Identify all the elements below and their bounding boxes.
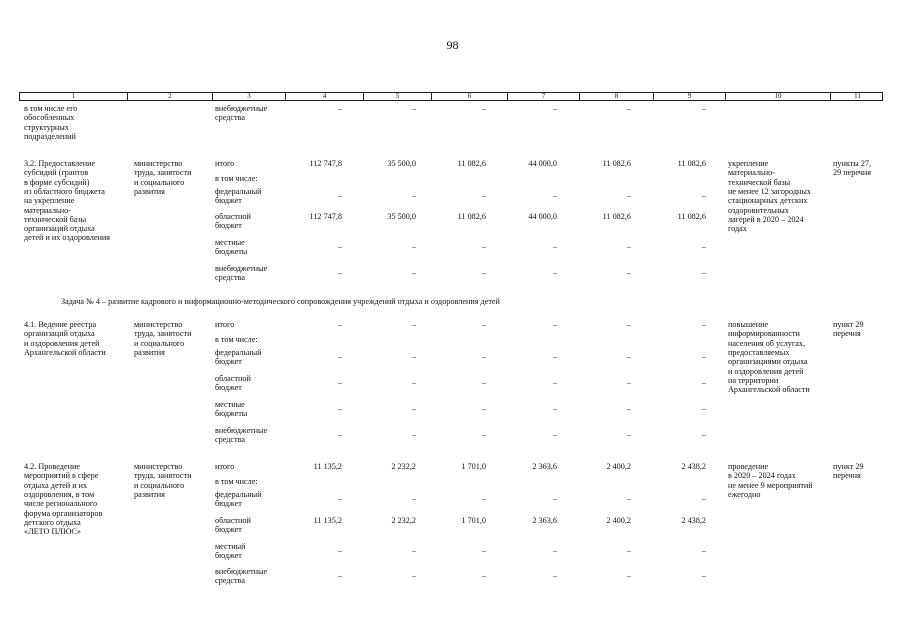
reference-line: 29 перечня xyxy=(833,168,872,178)
activity-name-line: материально- xyxy=(24,205,71,215)
amount-cell: – xyxy=(701,191,706,200)
funding-source-label: федеральный xyxy=(215,348,262,357)
amount-cell: – xyxy=(552,191,557,200)
header-col-1: 1 xyxy=(20,93,128,100)
reference-line: пункт 29 xyxy=(833,320,864,329)
result-line: проведение xyxy=(728,462,769,471)
amount-cell: – xyxy=(411,378,416,387)
funding-source-label: бюджеты xyxy=(215,247,248,257)
activity-name-line: Архангельской области xyxy=(24,347,106,357)
funding-source-label: областной xyxy=(215,212,251,221)
amount-cell: 2 363,6 xyxy=(532,462,557,471)
amount-cell: – xyxy=(411,268,416,277)
amount-cell: – xyxy=(337,571,342,580)
funding-source-label: бюджеты xyxy=(215,409,248,419)
amount-cell: – xyxy=(337,191,342,200)
activity-name-line: «ЛЕТО ПЛЮС» xyxy=(24,527,81,537)
header-col-5: 5 xyxy=(364,93,432,100)
task-4-heading: Задача № 4 – развитие кадрового и информационно-методического сопровождения учреждений отдыха и оздоровления детей xyxy=(61,297,500,306)
amount-cell: – xyxy=(701,242,706,251)
amount-cell: – xyxy=(552,378,557,387)
funding-source-label: в том числе: xyxy=(215,174,258,183)
funding-source-label: местные xyxy=(215,400,245,409)
activity-name-line: детского отдыха xyxy=(24,517,81,527)
activity-name-line: подразделений xyxy=(24,131,76,141)
amount-cell: – xyxy=(626,104,631,113)
result-line: ежегодно xyxy=(728,489,761,499)
amount-cell: – xyxy=(481,104,486,113)
funding-source-line: внебюджетные xyxy=(215,104,268,113)
funding-source-label: средства xyxy=(215,576,246,586)
amount-cell: – xyxy=(626,430,631,439)
amount-cell: – xyxy=(552,268,557,277)
executor-line: и социального xyxy=(134,338,185,348)
amount-cell: – xyxy=(337,546,342,555)
executor-line: министерство xyxy=(134,320,183,329)
amount-cell: 11 082,6 xyxy=(457,212,486,221)
funding-source-label: внебюджетные xyxy=(215,426,268,435)
result-line: в 2020 – 2024 годах xyxy=(728,471,796,481)
activity-name-line: в том числе его xyxy=(24,104,78,113)
amount-cell: – xyxy=(411,242,416,251)
amount-cell: – xyxy=(481,352,486,361)
activity-name-line: 4.2. Проведение xyxy=(24,462,80,471)
funding-source-label: внебюджетные xyxy=(215,264,268,273)
funding-source-label: местный xyxy=(215,542,246,551)
amount-cell: – xyxy=(552,494,557,503)
funding-source-label: бюджет xyxy=(215,221,242,231)
amount-cell: – xyxy=(626,242,631,251)
amount-cell: – xyxy=(337,352,342,361)
funding-source-label: средства xyxy=(215,273,246,283)
amount-cell: 11 082,6 xyxy=(457,159,486,168)
amount-cell: – xyxy=(481,378,486,387)
amount-cell: – xyxy=(701,104,706,113)
activity-name-line: и оздоровления детей xyxy=(24,338,100,348)
amount-cell: 11 135,2 xyxy=(313,516,342,525)
amount-cell: – xyxy=(552,242,557,251)
amount-cell: – xyxy=(481,571,486,580)
header-col-11: 11 xyxy=(854,92,861,100)
result-line: организациями отдыха xyxy=(728,357,808,367)
amount-cell: – xyxy=(626,494,631,503)
amount-cell: – xyxy=(337,430,342,439)
activity-name-line: обособленных xyxy=(24,113,75,123)
amount-cell: – xyxy=(411,352,416,361)
amount-cell: – xyxy=(626,404,631,413)
amount-cell: – xyxy=(411,430,416,439)
amount-cell: – xyxy=(701,494,706,503)
amount-cell: – xyxy=(411,320,416,329)
header-col-7: 7 xyxy=(508,93,580,100)
activity-name-line: мероприятий в сфере xyxy=(24,471,99,481)
activity-name-line: детей и их оздоровления xyxy=(24,233,111,243)
amount-cell: 1 701,0 xyxy=(461,516,486,525)
amount-cell: – xyxy=(552,320,557,329)
amount-cell: 1 701,0 xyxy=(461,462,486,471)
amount-cell: – xyxy=(337,268,342,277)
header-col-6: 6 xyxy=(432,93,508,100)
funding-source-label: областной xyxy=(215,516,251,525)
result-line: укрепление xyxy=(728,159,769,168)
amount-cell: 2 438,2 xyxy=(681,516,706,525)
executor-line: развития xyxy=(134,186,165,196)
executor-line: и социального xyxy=(134,177,185,187)
funding-source-label: бюджет xyxy=(215,196,242,206)
activity-name-line: 4.1. Ведение реестра xyxy=(24,320,97,329)
result-line: не менее 9 мероприятий xyxy=(728,480,813,490)
amount-cell: – xyxy=(411,494,416,503)
activity-name-line: на укрепление xyxy=(24,196,75,206)
header-col-4: 4 xyxy=(286,93,364,100)
reference-line: перечня xyxy=(833,329,861,339)
activity-name-line: форума организаторов xyxy=(24,508,103,518)
result-line: годах xyxy=(728,224,747,234)
amount-cell: 11 082,6 xyxy=(602,159,631,168)
activity-name-line: числе регионального xyxy=(24,499,98,509)
executor-line: труда, занятости xyxy=(134,168,192,178)
amount-cell: – xyxy=(701,404,706,413)
funding-source-label: бюджет xyxy=(215,383,242,393)
amount-cell: 2 232,2 xyxy=(391,516,416,525)
result-line: материально- xyxy=(728,168,775,178)
result-line: повышение xyxy=(728,320,769,329)
amount-cell: – xyxy=(481,430,486,439)
amount-cell: – xyxy=(552,430,557,439)
activity-name-line: технической базы xyxy=(24,214,87,224)
result-line: лагерей в 2020 – 2024 xyxy=(728,214,804,224)
result-line: стационарных детских xyxy=(728,196,808,206)
activity-name-line: из областного бюджета xyxy=(24,186,105,196)
activity-name-line: отдыха детей и их xyxy=(24,480,88,490)
header-col-3: 3 xyxy=(213,93,286,100)
amount-cell: 11 082,6 xyxy=(677,212,706,221)
activity-name-line: организаций отдыха xyxy=(24,329,95,339)
activity-name-line: в форме субсидий) xyxy=(24,177,90,187)
reference-line: пункты 27, xyxy=(833,159,872,168)
amount-cell: – xyxy=(481,320,486,329)
amount-cell: – xyxy=(626,378,631,387)
amount-cell: – xyxy=(552,352,557,361)
funding-source-label: в том числе: xyxy=(215,477,258,486)
funding-source-label: бюджет xyxy=(215,551,242,561)
result-line: на территории xyxy=(728,375,779,385)
executor-line: труда, занятости xyxy=(134,329,192,339)
result-line: оздоровительных xyxy=(728,205,789,215)
amount-cell: – xyxy=(701,268,706,277)
reference-line: перечня xyxy=(833,471,861,481)
header-col-2: 2 xyxy=(128,93,213,100)
result-line: и оздоровления детей xyxy=(728,366,804,376)
amount-cell: – xyxy=(411,104,416,113)
funding-source-label: в том числе: xyxy=(215,335,258,344)
amount-cell: – xyxy=(701,352,706,361)
funding-source-label: средства xyxy=(215,435,246,445)
funding-source-label: итого xyxy=(215,320,235,329)
amount-cell: – xyxy=(626,320,631,329)
executor-line: министерство xyxy=(134,462,183,471)
amount-cell: – xyxy=(552,571,557,580)
funding-source-label: бюджет xyxy=(215,357,242,367)
amount-cell: – xyxy=(552,404,557,413)
funding-source-label: внебюджетные xyxy=(215,567,268,576)
amount-cell: 35 500,0 xyxy=(387,159,416,168)
amount-cell: 11 082,6 xyxy=(602,212,631,221)
amount-cell: – xyxy=(701,571,706,580)
amount-cell: – xyxy=(337,104,342,113)
result-line: предоставляемых xyxy=(728,347,790,357)
amount-cell: 11 135,2 xyxy=(313,462,342,471)
amount-cell: – xyxy=(626,571,631,580)
activity-name-line: структурных xyxy=(24,122,69,132)
amount-cell: 35 500,0 xyxy=(387,212,416,221)
funding-source-label: бюджет xyxy=(215,499,242,509)
amount-cell: 11 082,6 xyxy=(677,159,706,168)
funding-source-label: областной xyxy=(215,374,251,383)
amount-cell: – xyxy=(626,191,631,200)
result-line: не менее 12 загородных xyxy=(728,186,812,196)
amount-cell: – xyxy=(337,404,342,413)
funding-source-label: федеральный xyxy=(215,490,262,499)
amount-cell: – xyxy=(481,191,486,200)
activity-name-line: субсидий (грантов xyxy=(24,168,89,178)
header-col-10: 10 xyxy=(726,93,831,100)
amount-cell: – xyxy=(337,242,342,251)
amount-cell: – xyxy=(701,378,706,387)
funding-source-label: итого xyxy=(215,462,235,471)
funding-source-label: местные xyxy=(215,238,245,247)
activity-name-line: оздоровления, в том xyxy=(24,489,95,499)
amount-cell: – xyxy=(481,242,486,251)
amount-cell: – xyxy=(411,191,416,200)
result-line: населения об услугах, xyxy=(728,338,806,348)
header-col-9: 9 xyxy=(654,93,726,100)
amount-cell: – xyxy=(411,404,416,413)
amount-cell: 2 232,2 xyxy=(391,462,416,471)
amount-cell: – xyxy=(337,494,342,503)
result-line: технической базы xyxy=(728,177,791,187)
amount-cell: – xyxy=(701,430,706,439)
amount-cell: – xyxy=(552,104,557,113)
amount-cell: 44 000,0 xyxy=(528,212,557,221)
executor-line: развития xyxy=(134,489,165,499)
amount-cell: – xyxy=(626,546,631,555)
amount-cell: – xyxy=(626,352,631,361)
amount-cell: – xyxy=(552,546,557,555)
activity-name-line: организаций отдыха xyxy=(24,224,95,234)
amount-cell: – xyxy=(337,378,342,387)
amount-cell: – xyxy=(337,320,342,329)
funding-source-label: итого xyxy=(215,159,235,168)
page-number: 98 xyxy=(446,38,459,52)
funding-source-label: федеральный xyxy=(215,187,262,196)
amount-cell: – xyxy=(481,546,486,555)
amount-cell: 2 438,2 xyxy=(681,462,706,471)
amount-cell: – xyxy=(411,571,416,580)
amount-cell: – xyxy=(481,494,486,503)
amount-cell: – xyxy=(481,268,486,277)
amount-cell: 2 400,2 xyxy=(606,516,631,525)
funding-source-label: бюджет xyxy=(215,525,242,535)
amount-cell: 2 363,6 xyxy=(532,516,557,525)
executor-line: труда, занятости xyxy=(134,471,192,481)
executor-line: министерство xyxy=(134,159,183,168)
amount-cell: – xyxy=(701,320,706,329)
header-col-8: 8 xyxy=(580,93,654,100)
amount-cell: – xyxy=(481,404,486,413)
amount-cell: 44 000,0 xyxy=(528,159,557,168)
amount-cell: 2 400,2 xyxy=(606,462,631,471)
executor-line: и социального xyxy=(134,480,185,490)
result-line: информированности xyxy=(728,329,800,339)
amount-cell: – xyxy=(701,546,706,555)
amount-cell: 112 747,8 xyxy=(309,159,342,168)
amount-cell: – xyxy=(411,546,416,555)
reference-line: пункт 29 xyxy=(833,462,864,471)
amount-cell: 112 747,8 xyxy=(309,212,342,221)
activity-name-line: 3.2. Предоставление xyxy=(24,159,96,168)
table-header-row xyxy=(19,92,883,101)
funding-source-line: средства xyxy=(215,113,246,123)
result-line: Архангельской области xyxy=(728,385,810,395)
executor-line: развития xyxy=(134,347,165,357)
amount-cell: – xyxy=(626,268,631,277)
